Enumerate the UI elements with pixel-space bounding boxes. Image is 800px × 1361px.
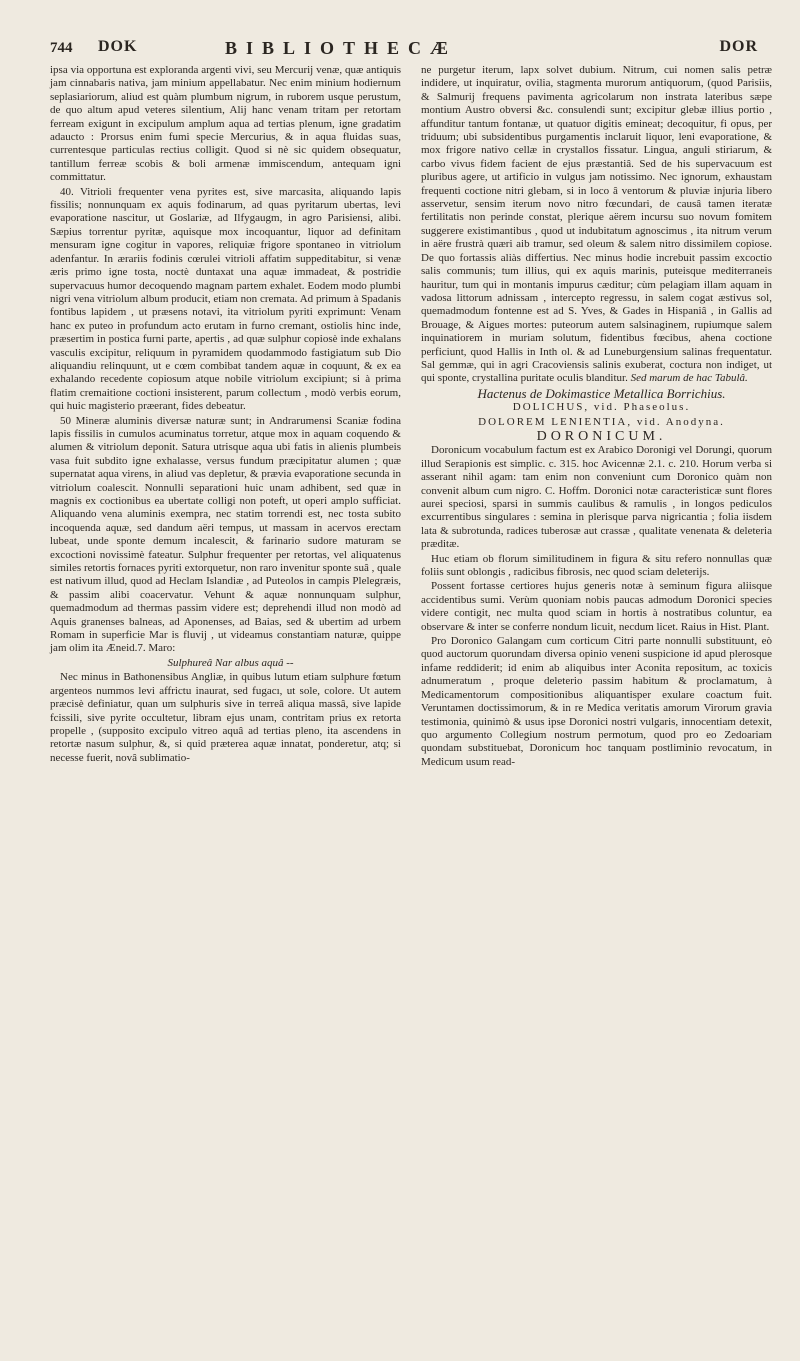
paragraph: Possent fortasse certiores hujus generis notæ à seminum figura aliisque accidentibus sumi. Verùm quoniam nobis paucas admodum Doronici species videre contigit, nec multa quod sciam in hortis à nostratibus coluntur, ea observare & inter se conferre nondum licuit, necdum licet. Raius in Hist. Plant. xyxy=(421,580,772,633)
right-column xyxy=(421,64,772,770)
running-head-right: DOR xyxy=(719,38,758,55)
paragraph: Nec minus in Bathonensibus Angliæ, in quibus lutum etiam sulphure fœtum argenteos nummos levi affrictu inaurat, sed fugacı, ut sole, colore. Ut autem præcisè definiatur, quan um sulphuris sive in terreâ aliqua massâ, sive lapide fcissili, sive pyrite occultetur, libram ejus unam, contritam prius ex retorta propelle , (supposito excipulo vitreo aquâ ad tertias pleno, ita ascendens in retortæ nasum sulphur, &, si quid præterea aquæ innatat, ponderetur, atq; si necesse fuerit, novâ sublimatio- xyxy=(50,671,401,764)
verse-quote: Sulphureâ Nar albus aquâ -- xyxy=(167,656,294,669)
paragraph: 40. Vitrioli frequenter vena pyrites est, sive marcasita, aliquando lapis fissilis; nonnunquam ex aquis fodinarum, ad quas pyritarum ubertas, levi evaporatione nascitur, ut Goslariæ, ad Ilfygaugm, in agro Parisiensi, alibi. Sæpius torrentur pyritæ, aquisque mox incoquantur, liquor ad definitam mensuram igne cogitur in vapores, reliquiæ frigore spontaneo in vitriolum adenfantur. In ærariis fodinis cœrulei vitrioli affatim suppeditabitur, si venæ æris primo igne tosta, noctè duntaxat una aquæ immadeat, & postridie supervacuus humor decoquendo magnam partem exhalet. Eodem modo plumbi nigri vena vitriolum album producit, etiam non cremata. Ad primum à Spadanis fontibus lapidem , ut præsens notavi, ita vitriolum pyriti exprimunt: Venam hanc ex puteo in profundum acto erutam in furno cremant, ostiolis hinc inde, præsertim in postica furni parte, apertis , ad quæ sulphur copiosè inde exhalans vasculis excipitur, reliquum in pyramidem quodammodo fastigiatum sub Dio aliquandiu relinquunt, ut e cœm combibat tandem aquæ in coquunt, & ex ea exhalando recedente copiosum atque nobile vitriolum excipiunt; si à prima flatim cremaitione coctioni insisterent, parum collectum , modò verbis eorum, qui huic magisterio præerant, fides debeatur. xyxy=(50,185,401,413)
page-header xyxy=(50,40,772,62)
page-title: BIBLIOTHECÆ xyxy=(225,38,458,58)
paragraph: Huc etiam ob florum similitudinem in figura & situ refero nonnullas quæ foliis sunt oblongis , radicibus fibrosis, nec quod sciam deleterijs. xyxy=(421,552,772,579)
paragraph: Doronicum vocabulum factum est ex Arabico Doronigi vel Dorungi, quorum illud Serapionis est simplic. c. 315. hoc Avicennæ 2.1. c. 210. Horum verba si asserant nihil agam: tam enim non conveniunt cum Doronico quàm non convenit album cum nigro. C. Hoffm. Doronici notæ caracteristicæ sunt flores aurei speciosi, sparsi in summis caulibus & ramulis , in longos pediculos excurrentibus singulares : semina in plerisque parva nigricantia ; folia iisdem lata & subrotunda, radices tuberosæ aut crassæ , qualitate venenata & deleteria præditæ. xyxy=(421,444,772,551)
left-column xyxy=(50,64,401,770)
cross-reference: DOLICHUS, vid. Phaseolus. xyxy=(512,401,691,414)
cross-reference: DOLOREM LENIENTIA, vid. Anodyna. xyxy=(478,415,725,428)
entry-heading: DORONICUM. xyxy=(536,428,667,444)
section-heading: Hactenus de Dokimastice Metallica Borrichius. xyxy=(477,385,726,401)
paragraph-italic: Sed marum de hac Tabulâ. xyxy=(630,372,748,385)
paragraph: 50 Mineræ aluminis diversæ naturæ sunt; in Andrarumensi Scaniæ fodina lapis fissilis in cumulos acuminatus torretur, atque mox in aquam coquendo & alumen & vitriolum deponit. Satura utrisque aqua ubi fatis in alienis plumbeis vasa fuit subdito igne exhalasse, versus fundum præcipitatur alumen ; quæ supernatat aqua virens, in aliud vas depletur, & prævia evaporatione secunda in vitriolum coalescit. Nonnulli separationi huic unam adhibent, sed quæ in magnis ex coctionibus ea ubertate colligi non poteft, ut operi amplo sufficiat. Aliquando vena aluminis exempra, nec statim torrendi est, nec tosta subito incoquenda aquæ, sed dandum aëri tempus, ut massam in acervos erectam lubeat, unde sponte demum incalescit, & farinario sudore maturam se excoctioni novissimè fateatur. Sulphur frequenter per retortas, vel aliquatenus similes retortis fornaces pyriti extorquetur, non raro invenitur sponte suâ , quale est nativum illud, quod ad Heclam Islandiæ , ad Puteolos in campis Plelegræis, & passim alibi coacervatur. Vehunt & aquæ nonnunquam sulphur, quemadmodum ad thermas passim videre est; deprehendi illud non modò ad Aquis granenses balneas, ad Aponenses, ad Baias, sed & ubertim ad urbem Romam in superficie Mar is fluvij , ut videamus constantiam naturæ, quippe jam olim ita Æneid.7. Maro: xyxy=(50,414,401,655)
running-head-left: DOK xyxy=(98,38,138,55)
paragraph: Pro Doronico Galangam cum corticum Citri parte nonnulli substituunt, eò quod auctorum quorundam diversa opinio veneni suspicione id apud plerosque infame reddiderit; id enim ab aliquibus inter Aconita repositum, ac toxicis adnumeratum , proque deleterio passim habitum & proclamatum, à Medicamentorum compositionibus aliquantisper exulare coactum fuit. Veruntamen doctissimorum, & in re Medica veritatis amorum Virorum gravia testimonia, quinimò & usus ipse Doronici nostri vulgaris, innocentiam detexit, quo argumento Collegium nostrum permotum, quod pro eo Zedoariam quondam substituebat, Doronicum hoc tanquam postliminio revocatum, in Medicum usum read- xyxy=(421,635,772,768)
paragraph: ne purgetur iterum, lapx solvet dubium. Nitrum, cui nomen salis petræ indidere, ut inquiratur, ovilia, stagmenta murorum antiquorum, (quod Parisiis, & Salmurij frequens pavimenta agricolarum non instrata lateribus sæpe montium Austro obversi &c. consulendi sunt; excipitur glebæ illius portio , affunditur tantum fontanæ, ut quatuor digitis emineat; decoquitur, fi opus, per triduum; ubi subsidentibus purgamentis inclaruit liquor, leni evaporatione, & mox frigore nativo cellæ in crystallos fissatur. Lingua, anguli stiriarum, & carbo vivus fidem facient de ejus præstantiâ. Sed de his supervacuum est pluribus agere, ut artificio in vulgus jam notissimo. Nec ignorum, exhaustam frequenti coctione nitri glebam, si in loco â ventorum & pluviæ injuria libero asservetur, sensim iterum novo nitro fœcundari, de causâ tamen iteratæ fertilitatis non perinde constat, plerique aërem incursu suo novum fomitem suggerere existimantibus , quod ut indubitatum agnoscimus , ita nitrum verum in aëre frustrà quæri aib tramur, sed oleum & salem nitro dissimilem copiose. De quo fortassis aliàs differtius. Nec minus hodie increbuit passim excoctio salis communis; tum illius, qui ex aquis marinis, puteisque mediterraneis hauritur, tum qui in montanis impurus cæditur; cùm pelagiam illam aquam in vadosa littorum adnissam , intercepto regressu, in salem cogat æstivus sol, quemadmodum fontenne est ad S. Yves, & Gades in Hispaniâ , in Gallis ad Brouage, & Aigues mortes: puteorum autem salsinaginem, rupiumque salem inquinatiorem in muriam solutum, fidentibus fœcibus, ahena coctione perficiunt, quod Hallis in Inth ol. & ad Luneburgensium salinas frequentatur. Sal gemmæ, qui in agri Cracoviensis salinis exuberat, coctura non indiget, ut qui sponte, crystallina puritate oculis blanditur. xyxy=(421,64,772,385)
text-columns xyxy=(50,64,772,770)
paragraph-wrap xyxy=(421,64,772,386)
paragraph: ipsa via opportuna est exploranda argenti vivi, seu Mercurij venæ, quæ antiquis jam cinnabaris nativa, jam minium appellabatur. Nec enim minium hodiernum seplasiariorum, aliud est quàm plumbum nigrum, in ruborem usque perustum, de quo altum apud veteres silentium, Alij hanc venam tritam per retortam ferream exigunt in excipulum amplum aqua ad tertias plenum, igne gradatim adaucto : Prorsus enim fumi specie Mercurius, & in aqua fluidas suas, currentesque particulas rectius colligit. Quod si nè sic quidem obsequatur, tantillum ferreæ scobis & boli armenæ immiscendum, antequam igni committatur. xyxy=(50,64,401,184)
page-number: 744 xyxy=(50,40,73,56)
